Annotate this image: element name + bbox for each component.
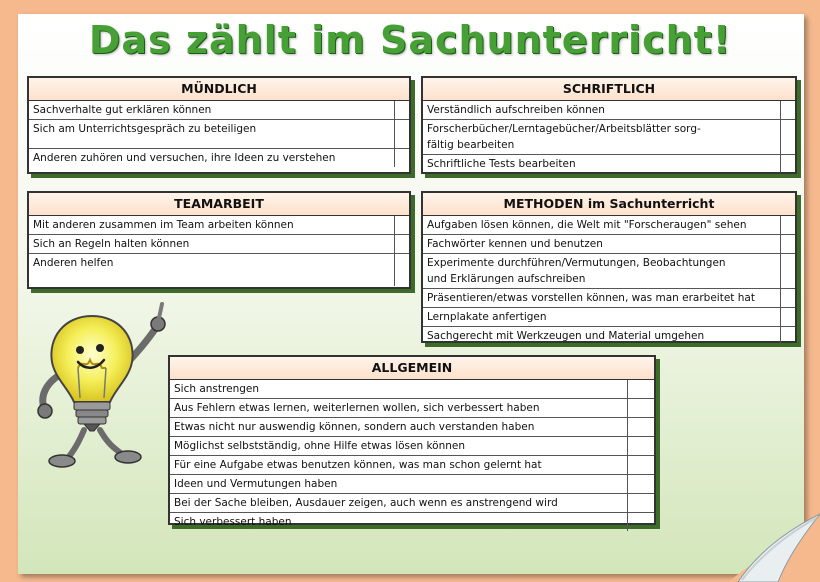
checkbox-cell[interactable] (628, 418, 655, 437)
checkbox-cell[interactable] (781, 235, 796, 254)
criterion-row: Sachgerecht mit Werkzeugen und Material umgehen (427, 330, 705, 342)
checkbox-cell[interactable] (781, 289, 796, 308)
criterion-row: Lernplakate anfertigen (423, 308, 781, 327)
checkbox-cell[interactable] (628, 456, 655, 475)
criterion-row: Etwas nicht nur auswendig können, sondern auch verstanden haben (170, 418, 628, 437)
checkbox-cell[interactable] (781, 327, 796, 346)
criterion-row: Bei der Sache bleiben, Ausdauer zeigen, auch wenn es anstrengend wird (170, 494, 628, 513)
page-title: Das zählt im Sachunterricht! (88, 18, 732, 62)
criterion-row: Schriftliche Tests bearbeiten (427, 158, 576, 170)
checkbox-cell[interactable] (395, 216, 410, 235)
page-curl-icon (728, 512, 820, 582)
checkbox-cell[interactable] (395, 120, 410, 149)
criterion-row: Sich anstrengen (170, 380, 628, 399)
criterion-row: Präsentieren/etwas vorstellen können, was man erarbeitet hat (423, 289, 781, 308)
checkbox-cell[interactable] (395, 149, 410, 168)
criterion-row: Sich am Unterrichtsgespräch zu beteiligen (29, 120, 395, 149)
criterion-row: Möglichst selbstständig, ohne Hilfe etwas lösen können (170, 437, 628, 456)
criterion-row: Verständlich aufschreiben können (423, 101, 781, 120)
checkbox-cell[interactable] (628, 513, 655, 532)
checkbox-cell[interactable] (395, 101, 410, 120)
checkbox-cell[interactable] (395, 254, 410, 287)
checkbox-cell[interactable] (781, 308, 796, 327)
criterion-row: Mit anderen zusammen im Team arbeiten können (29, 216, 395, 235)
section-heading: TEAMARBEIT (29, 193, 409, 216)
criterion-row: Aus Fehlern etwas lernen, weiterlernen wollen, sich verbessert haben (170, 399, 628, 418)
checkbox-cell[interactable] (628, 437, 655, 456)
section-teamarbeit (27, 191, 411, 289)
criterion-row: Sich verbessert haben (174, 516, 292, 528)
checkbox-cell[interactable] (781, 254, 796, 289)
criterion-row: Ideen und Vermutungen haben (170, 475, 628, 494)
criterion-row: Anderen zuhören und versuchen, ihre Ideen zu verstehen (33, 152, 336, 164)
checkbox-cell[interactable] (781, 155, 796, 174)
criterion-row-continued: und Erklärungen aufschreiben (423, 271, 781, 289)
section-methoden (421, 191, 797, 343)
section-schriftlich (421, 76, 797, 174)
section-muendlich (27, 76, 411, 174)
criterion-row-continued: fältig bearbeiten (423, 137, 781, 155)
checkbox-cell[interactable] (781, 216, 796, 235)
criterion-row: Anderen helfen (33, 257, 114, 269)
checkbox-cell[interactable] (628, 494, 655, 513)
section-heading: SCHRIFTLICH (423, 78, 795, 101)
checkbox-cell[interactable] (781, 101, 796, 120)
criterion-row: Aufgaben lösen können, die Welt mit "Forscheraugen" sehen (423, 216, 781, 235)
criterion-row: Forscherbücher/Lerntagebücher/Arbeitsblätter sorg- (427, 123, 701, 135)
checkbox-cell[interactable] (781, 120, 796, 155)
lightbulb-mascot-icon (28, 298, 176, 470)
section-heading: METHODEN im Sachunterricht (423, 193, 795, 216)
section-heading: ALLGEMEIN (170, 357, 654, 380)
checkbox-cell[interactable] (628, 399, 655, 418)
checkbox-cell[interactable] (628, 380, 655, 399)
criterion-row: Für eine Aufgabe etwas benutzen können, was man schon gelernt hat (170, 456, 628, 475)
criterion-row: Fachwörter kennen und benutzen (423, 235, 781, 254)
criterion-row: Experimente durchführen/Vermutungen, Beobachtungen (427, 257, 726, 269)
section-allgemein (168, 355, 656, 528)
section-heading: MÜNDLICH (29, 78, 409, 101)
criterion-row: Sachverhalte gut erklären können (29, 101, 395, 120)
checkbox-cell[interactable] (628, 475, 655, 494)
checkbox-cell[interactable] (395, 235, 410, 254)
criterion-row: Sich an Regeln halten können (29, 235, 395, 254)
